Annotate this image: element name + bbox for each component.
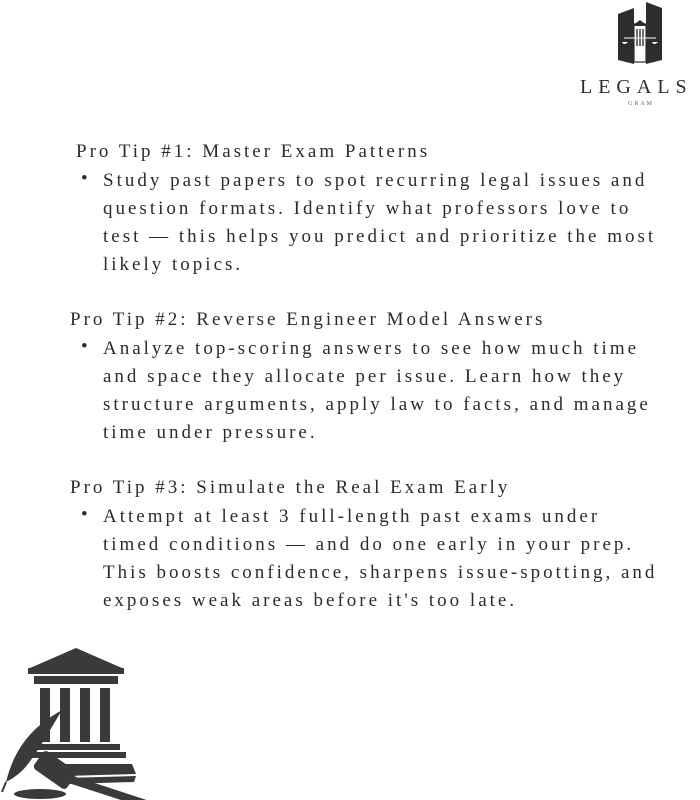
tip-heading: Pro Tip #3: Simulate the Real Exam Early: [70, 477, 511, 498]
tip-body: Attempt at least 3 full-length past exams under timed conditions — and do one early in your prep. This boosts confidence, sharpens issue-spotting, and exposes weak areas before it's too late.: [103, 506, 658, 611]
tip-body: Analyze top-scoring answers to see how much time and space they allocate per issue. Learn how they structure arguments, apply law to facts, and manage time under pressure.: [103, 338, 651, 443]
tip-heading: Pro Tip #2: Reverse Engineer Model Answers: [70, 309, 546, 330]
bullet-icon: •: [81, 336, 88, 357]
brand-name: LEGALS: [580, 76, 693, 98]
law-building-logo-icon: [614, 2, 666, 66]
courthouse-gavel-quill-icon: [0, 640, 160, 800]
bullet-icon: •: [81, 168, 88, 189]
brand-subtitle: GRAM: [628, 101, 655, 107]
tip-body: Study past papers to spot recurring legal issues and question formats. Identify what professors love to test — this helps you predict and prioritize the most likely topics.: [103, 170, 657, 275]
tip-heading: Pro Tip #1: Master Exam Patterns: [76, 141, 431, 162]
brand-logo: [576, 0, 700, 112]
bullet-icon: •: [81, 504, 88, 525]
